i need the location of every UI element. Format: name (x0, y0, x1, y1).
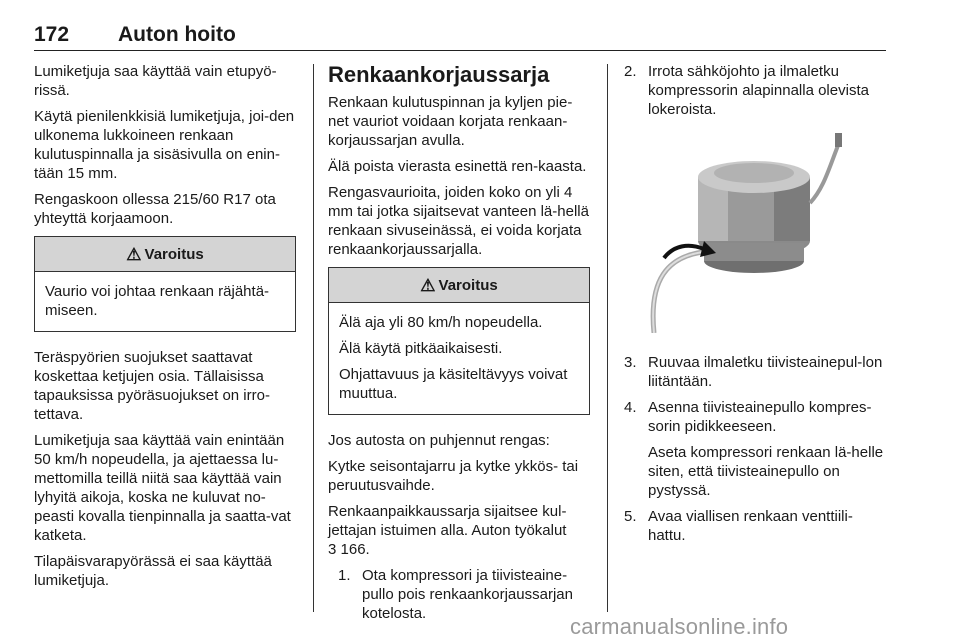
watermark: carmanualsonline.info (570, 614, 789, 639)
warning-triangle-icon: ⚠ (420, 275, 436, 295)
page-reference-link[interactable]: 3 166. (328, 541, 370, 558)
warning-header (35, 237, 295, 272)
paragraph: Käytä pienilenkkisiä lumiketjuja, joi-den ulkonema lukkoineen renkaan kulutuspinnalla ja sisäsivulla on enin-tään 15 mm. (34, 108, 295, 182)
warning-header (329, 268, 589, 303)
paragraph: Jos autosta on puhjennut rengas: (328, 432, 550, 449)
compressor-icon (624, 133, 886, 333)
paragraph: Lumiketjuja saa käyttää vain etupyö-rissä. (34, 63, 277, 99)
compressor-illustration (624, 133, 886, 333)
paragraph: Renkaanpaikkaussarja sijaitsee kul-jettajan istuimen alla. Auton työkalut 3 166. (328, 503, 567, 558)
column-2 (328, 62, 590, 630)
list-item: 2. Irrota sähköjohto ja ilmaletku kompressorin alapinnalla olevista lokeroista. (624, 63, 869, 118)
paragraph: Tilapäisvarapyörässä ei saa käyttää lumiketjuja. (34, 553, 272, 589)
column-3 (624, 62, 886, 552)
paragraph: Älä poista vierasta esinettä ren-kaasta. (328, 158, 587, 175)
warning-title: Varoitus (438, 276, 498, 294)
page-title: Auton hoito (118, 23, 236, 46)
warning-text: Vaurio voi johtaa renkaan räjähtä-miseen. (45, 283, 270, 319)
warning-box (328, 267, 590, 415)
paragraph: Lumiketjuja saa käyttää vain enintään 50 km/h nopeudella, ja ajettaessa lu-mettomilla teillä niitä saa käyttää vain lyhyitä aikoja, koska ne kuluvat no-peasti kovalla tienpinnalla ja saatta-vat katketa. (34, 432, 291, 544)
paragraph: Kytke seisontajarru ja kytke ykkös- tai peruutusvaihde. (328, 458, 579, 494)
paragraph: Rengaskoon ollessa 215/60 R17 ota yhteyttä korjaamoon. (34, 191, 276, 227)
column-1 (34, 62, 296, 597)
paragraph: Teräspyörien suojukset saattavat koskettaa ketjujen osia. Tällaisissa tapauksissa pyöräsuojukset on irro-tettava. (34, 349, 270, 423)
paragraph: Renkaan kulutuspinnan ja kyljen pie-net vauriot voidaan korjata renkaan-korjaussarjan avulla. (328, 94, 573, 149)
list-item: 5. Avaa viallisen renkaan venttiili-hattu. (624, 508, 853, 544)
list-item: 3. Ruuvaa ilmaletku tiivisteainepul-lon liitäntään. (624, 354, 883, 390)
list-item-subtext: Aseta kompressori renkaan lä-helle siten, että tiivisteainepullo on pystyssä. (648, 444, 884, 499)
column-divider (607, 64, 608, 612)
warning-triangle-icon: ⚠ (126, 244, 142, 264)
warning-box (34, 236, 296, 332)
warning-text: Ohjattavuus ja käsiteltävyys voivat muuttua. (339, 366, 568, 402)
page-header (34, 20, 886, 51)
list-item: 1. Ota kompressori ja tiivisteaine-pullo pois renkaankorjaussarjan kotelosta. (338, 567, 573, 622)
paragraph: Rengasvaurioita, joiden koko on yli 4 mm tai jotka sijaitsevat vanteen lä-hellä renkaan sivuseinässä, ei voida korjata renkaankorjaussarjalla. (328, 184, 589, 258)
column-divider (313, 64, 314, 612)
warning-text: Älä käytä pitkäaikaisesti. (339, 340, 503, 357)
list-item: 4. Asenna tiivisteainepullo kompres-sorin pidikkeeseen. (624, 399, 872, 435)
page-number: 172 (34, 23, 70, 46)
warning-title: Varoitus (144, 245, 204, 263)
warning-text: Älä aja yli 80 km/h nopeudella. (339, 314, 543, 331)
section-heading: Renkaankorjaussarja (328, 62, 550, 87)
